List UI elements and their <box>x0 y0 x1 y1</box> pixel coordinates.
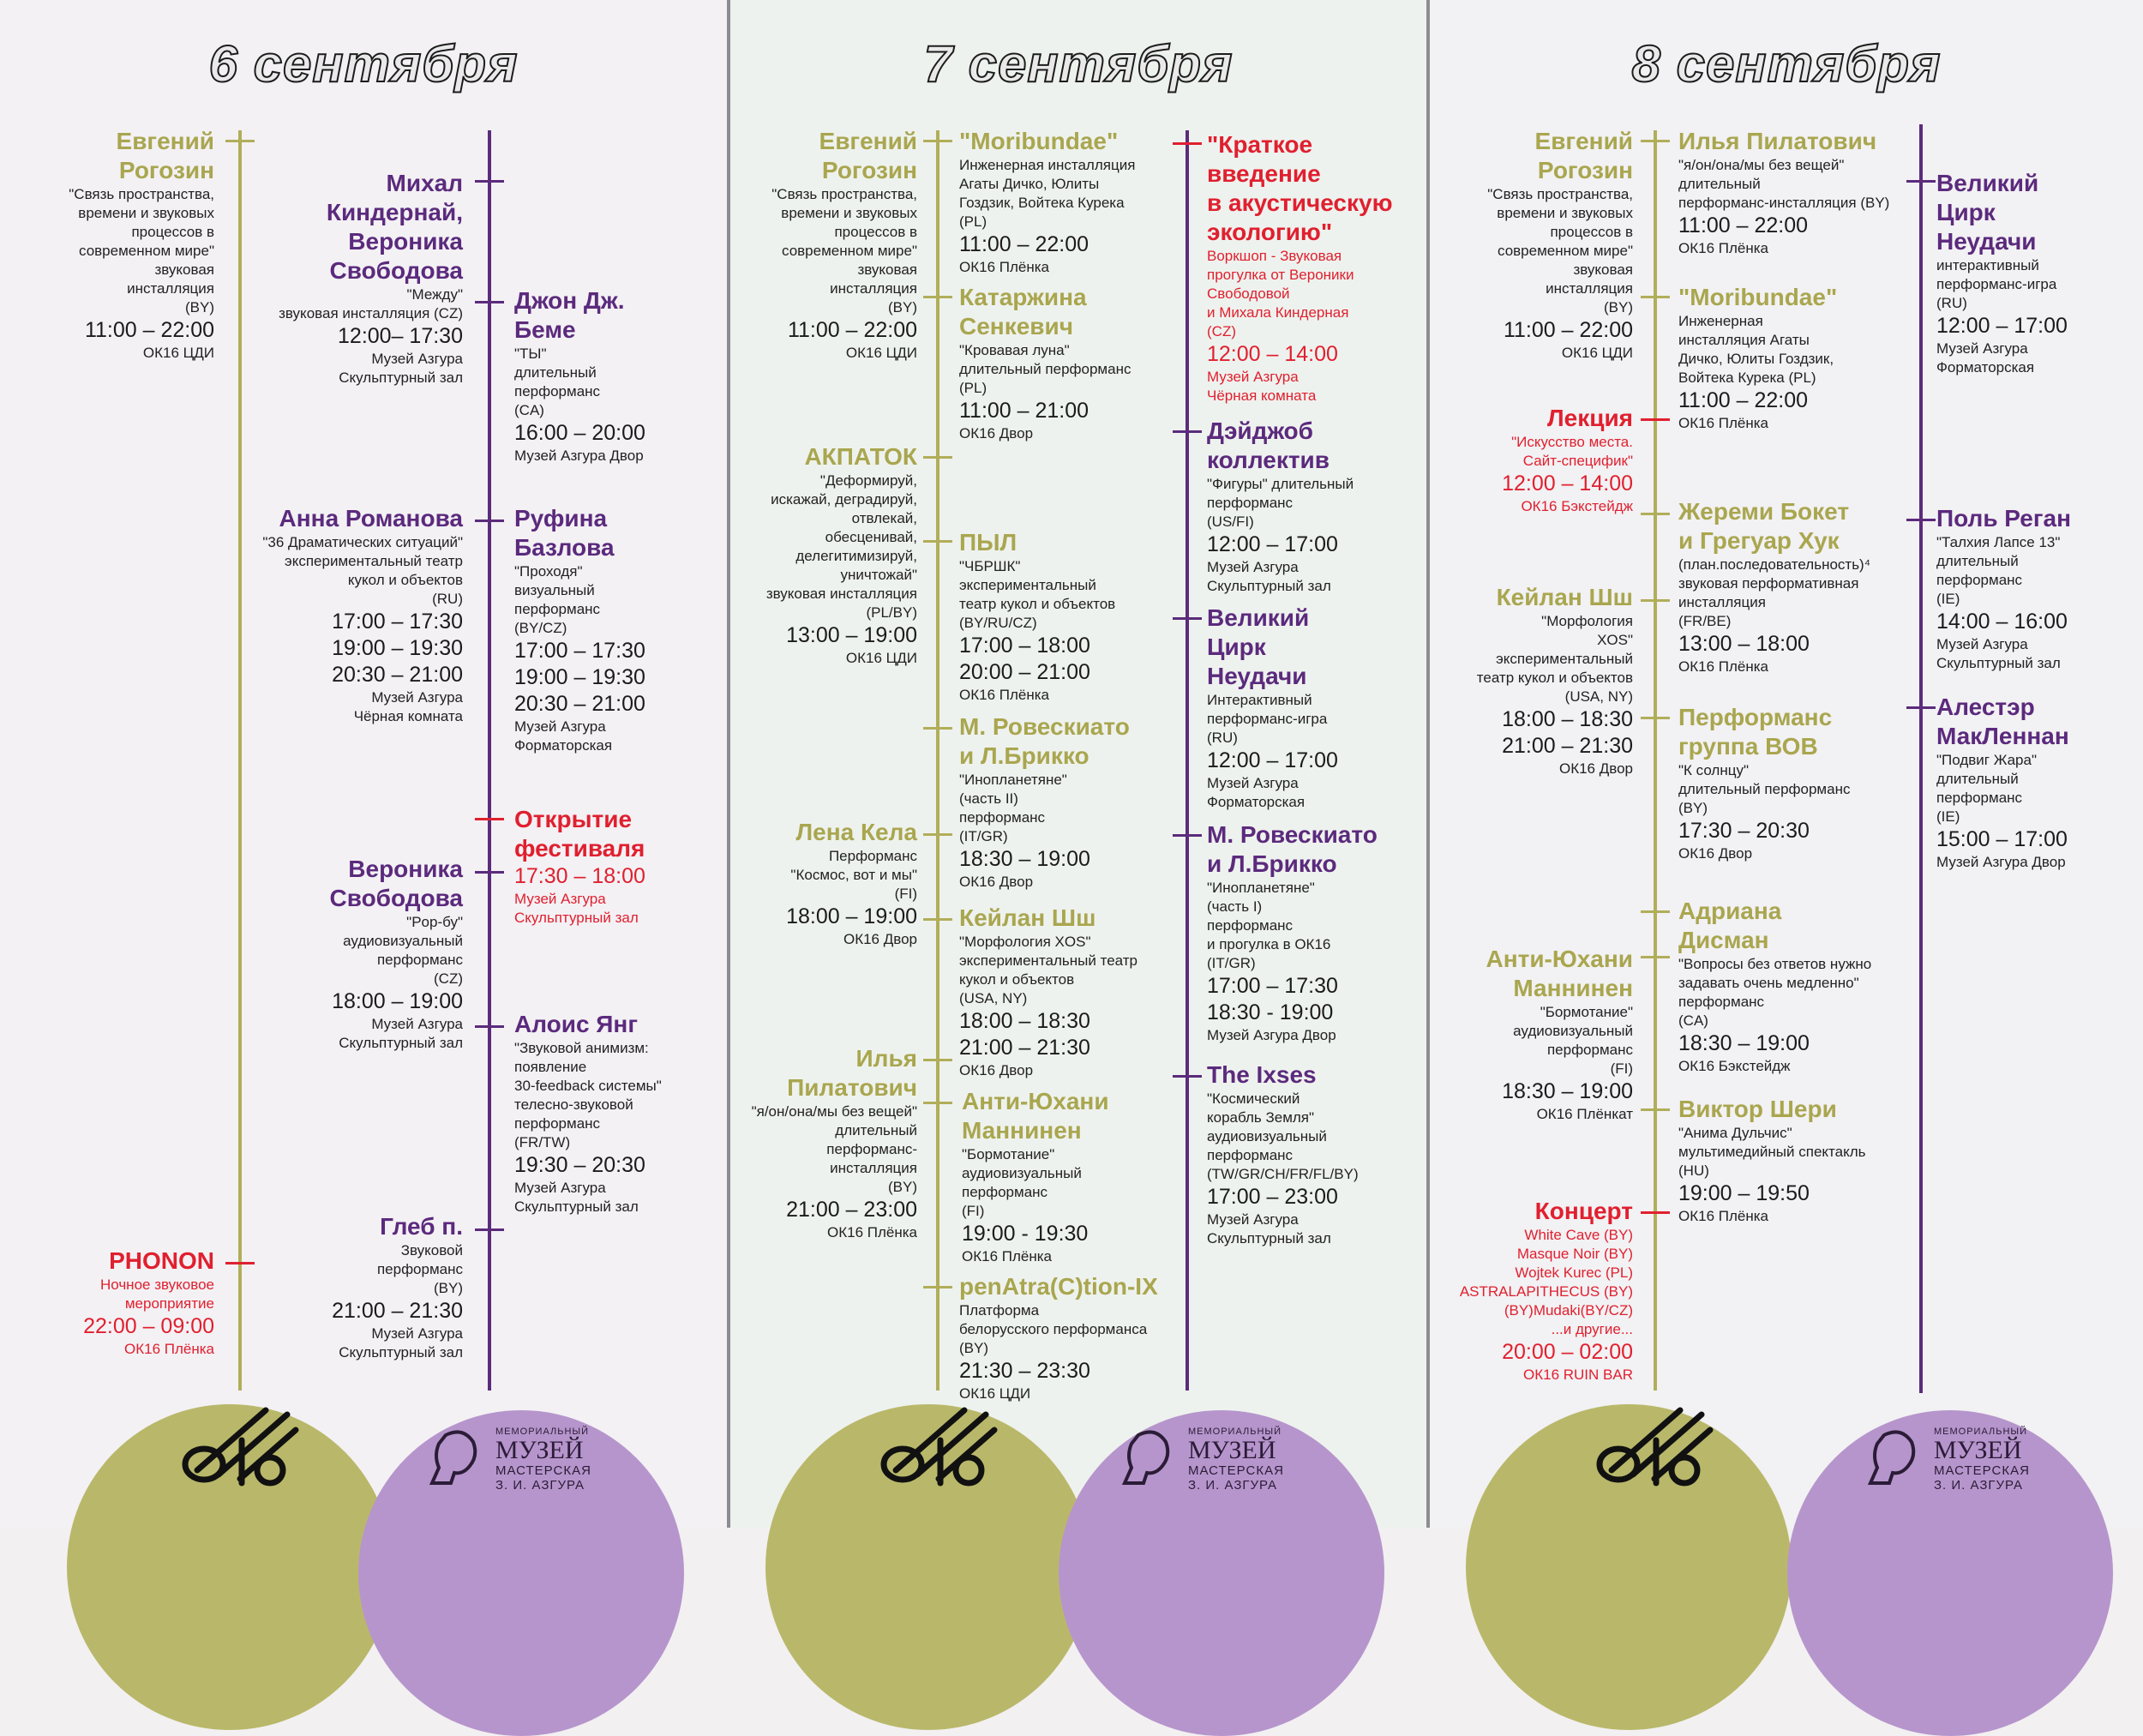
event-description: "Вопросы без ответов нужно задавать очень медленно" перформанс (CA) <box>1678 956 1872 1029</box>
event-title: Поль Реган <box>1936 505 2072 532</box>
ok16-logo-icon <box>870 1389 999 1492</box>
event-venue: Музей Азгура Чёрная комната <box>1207 369 1317 404</box>
event-venue: ОК16 Плёнкат <box>1536 1106 1633 1122</box>
event-time: 12:00 – 17:00 <box>1207 532 1338 556</box>
event-vov <box>1678 703 1910 863</box>
event-lecture <box>1427 404 1633 516</box>
event-senkevich <box>959 283 1174 443</box>
event-title: Открытие фестиваля <box>514 806 645 862</box>
event-title: Алоис Янг <box>514 1011 639 1037</box>
event-time: 17:00 – 17:30 19:00 – 19:30 20:30 – 21:00 <box>514 639 645 716</box>
museum-label-small: МЕМОРИАЛЬНЫЙ <box>1188 1427 1282 1437</box>
event-keylan <box>1427 583 1633 778</box>
timeline-purple <box>488 130 491 1391</box>
ok16-logo-icon <box>1586 1389 1714 1492</box>
event-roveskiato <box>959 712 1174 892</box>
event-description: White Cave (BY) Masque Noir (BY) Wojtek Kurec (PL) ASTRALAPITHECUS (BY) (BY)Mudaki(BY/CZ) ...и другие... <box>1459 1227 1633 1337</box>
event-time: 17:30 – 20:30 <box>1678 819 1810 843</box>
event-title: ПЫЛ <box>959 529 1017 556</box>
event-time: 12:00– 17:30 <box>338 324 463 348</box>
event-description: "Звуковой анимизм: появление 30-feedback системы" телесно-звуковой перформанс (FR/TW) <box>514 1040 662 1150</box>
timeline-tick <box>1173 1075 1202 1078</box>
event-sheri <box>1678 1095 1910 1226</box>
ok16-logo-icon <box>171 1389 300 1492</box>
event-description: "Инопланетяне" (часть I) перформанс и прогулка в ОК16 (IT/GR) <box>1207 880 1331 971</box>
event-venue: Музей Азгура Двор <box>514 448 644 464</box>
timeline-tick <box>475 871 504 874</box>
timeline-tick <box>1906 180 1936 183</box>
event-description: "ТЫ" длительный перформанс (CA) <box>514 345 601 418</box>
event-time: 17:00 – 18:00 20:00 – 21:00 <box>959 634 1090 684</box>
event-venue: ОК16 Двор <box>843 931 917 947</box>
timeline-tick <box>475 180 504 183</box>
event-title: Евгений Рогозин <box>1534 128 1633 183</box>
event-time: 21:30 – 23:30 <box>959 1359 1090 1383</box>
event-description: "Кровавая луна" длительный перформанс (PL) <box>959 342 1132 396</box>
event-description: "36 Драматических ситуаций" экспериментальный театр кукол и объектов (RU) <box>262 534 463 607</box>
museum-label-small: МЕМОРИАЛЬНЫЙ <box>1934 1427 2028 1437</box>
event-venue: ОК16 Двор <box>1558 760 1633 777</box>
event-description: Инженерная инсталляция Агаты Дичко, Юлиты Гоздзик, Войтека Курека (PL) <box>1678 313 1834 386</box>
timeline-tick <box>923 833 952 836</box>
event-description: (план.последовательность)⁴ звуковая перформативная инсталляция (FR/BE) <box>1678 556 1871 629</box>
event-description: "Связь пространства, времени и звуковых процессов в современном мире" звуковая инсталляция (BY) <box>69 186 214 315</box>
event-venue: ОК16 ЦДИ <box>959 1385 1031 1402</box>
event-venue: ОК16 Двор <box>1678 845 1753 862</box>
event-time: 11:00 – 22:00 <box>84 318 214 342</box>
event-keylan <box>959 904 1174 1080</box>
event-title: Руфина Базлова <box>514 505 615 561</box>
museum-label-sub: МАСТЕРСКАЯ <box>495 1463 591 1478</box>
event-yang <box>514 1010 720 1216</box>
timeline-tick <box>475 301 504 303</box>
event-title: "Moribundae" <box>1678 284 1838 310</box>
day-title: 6 сентября <box>208 35 519 93</box>
event-title: Великий Цирк Неудачи <box>1936 170 2039 255</box>
event-title: Виктор Шери <box>1678 1096 1837 1122</box>
event-description: "я/он/она/мы без вещей" длительный перформанс-инсталляция (BY) <box>1678 157 1890 211</box>
event-maclennan <box>1936 693 2134 872</box>
event-venue: ОК16 Двор <box>959 874 1034 890</box>
event-time: 17:00 – 23:00 <box>1207 1185 1338 1209</box>
event-description: Ночное звуковое мероприятие <box>99 1276 214 1312</box>
event-opening <box>514 805 720 928</box>
timeline-tick <box>1641 418 1670 421</box>
timeline-purple <box>1186 130 1189 1391</box>
event-description: интерактивный перформанс-игра (RU) <box>1936 257 2057 311</box>
timeline-tick <box>1173 430 1202 433</box>
timeline-tick <box>1641 599 1670 602</box>
timeline-tick <box>1906 706 1936 709</box>
event-venue: Музей Азгура Форматорская <box>1207 775 1306 810</box>
event-venue: ОК16 Плёнка <box>1678 1208 1769 1224</box>
event-time: 17:30 – 18:00 <box>514 864 645 888</box>
event-description: "ЧБРШК" экспериментальный театр кукол и объектов (BY/RU/CZ) <box>959 558 1116 631</box>
museum-label-big: МУЗЕЙ <box>495 1436 584 1464</box>
timeline-tick <box>923 1102 952 1104</box>
event-title: Джон Дж. Беме <box>514 287 625 343</box>
event-description: Платформа белорусского перформанса (BY) <box>959 1302 1148 1356</box>
event-phonon <box>17 1246 214 1359</box>
event-moribundae <box>959 127 1174 277</box>
timeline-tick <box>1641 296 1670 298</box>
event-venue: Музей Азгура Скульптурный зал <box>1207 559 1331 594</box>
event-venue: ОК16 ЦДИ <box>142 345 214 361</box>
event-description: Звуковой перформанс (BY) <box>376 1242 463 1296</box>
timeline-olive <box>936 130 939 1391</box>
event-description: "Бормотание" аудиовизуальный перформанс (FI) <box>1513 1004 1633 1077</box>
timeline-tick <box>923 140 952 142</box>
timeline-tick <box>475 1025 504 1028</box>
timeline-tick <box>1173 834 1202 837</box>
event-ixses <box>1207 1060 1421 1248</box>
event-venue: ОК16 ЦДИ <box>845 650 917 666</box>
event-time: 19:00 – 19:50 <box>1678 1181 1810 1205</box>
event-description: "Связь пространства, времени и звуковых процессов в современном мире" звуковая инсталляция (BY) <box>1487 186 1633 315</box>
event-description: "Искусство места. Сайт-специфик" <box>1511 434 1633 469</box>
event-title: Евгений Рогозин <box>116 128 214 183</box>
sculptor-portrait-icon <box>429 1427 489 1487</box>
event-venue: Музей Азгура Форматорская <box>514 718 613 754</box>
timeline-tick <box>1641 1108 1670 1111</box>
timeline-tick <box>923 296 952 298</box>
event-title: Перформанс группа ВОВ <box>1678 704 1833 760</box>
event-description: Инженерная инсталляция Агаты Дичко, Юлиты Гоздзик, Войтека Курека (PL) <box>959 157 1136 230</box>
day-title: 7 сентября <box>923 35 1234 93</box>
timeline-tick <box>1641 956 1670 958</box>
event-description: "Талхия Лапсе 13" длительный перформанс (IE) <box>1936 534 2061 607</box>
event-description: "Инопланетяне" (часть II) перформанс (IT/GR) <box>959 772 1067 844</box>
event-time: 12:00 – 17:00 <box>1207 748 1338 772</box>
event-description: Интерактивный перформанс-игра (RU) <box>1207 692 1328 746</box>
day-title: 8 сентября <box>1631 35 1942 93</box>
museum-label-name: З. И. АЗГУРА <box>1934 1478 2024 1493</box>
event-pyl <box>959 528 1174 705</box>
event-concert <box>1410 1197 1633 1385</box>
event-acoustic-ecology <box>1207 130 1421 405</box>
timeline-tick <box>1641 717 1670 719</box>
event-title: penAtra(C)tion-IX <box>959 1273 1158 1300</box>
event-time: 18:00 – 18:30 21:00 – 21:30 <box>1502 707 1633 758</box>
event-time: 12:00 – 14:00 <box>1502 472 1633 496</box>
event-title: Глеб п. <box>380 1213 463 1240</box>
event-time: 11:00 – 22:00 <box>959 232 1090 256</box>
timeline-tick <box>1641 513 1670 515</box>
event-venue: ОК16 Бэкстейдж <box>1521 498 1633 514</box>
museum-label-big: МУЗЕЙ <box>1188 1436 1276 1464</box>
timeline-tick <box>225 140 255 142</box>
event-kela <box>711 818 917 949</box>
event-time: 11:00 – 22:00 <box>1678 388 1809 412</box>
event-time: 11:00 – 22:00 <box>1678 213 1809 237</box>
event-venue: Музей Азгура Скульптурный зал <box>514 1180 639 1215</box>
event-time: 21:00 – 21:30 <box>332 1299 463 1323</box>
event-time: 18:00 – 18:30 21:00 – 21:30 <box>959 1009 1090 1060</box>
event-daydzhob <box>1207 417 1421 596</box>
timeline-tick <box>1641 910 1670 913</box>
timeline-tick <box>923 1286 952 1288</box>
event-title: М. Ровескиато и Л.Брикко <box>1207 821 1378 877</box>
event-disman <box>1678 897 1910 1076</box>
event-manninen <box>962 1087 1176 1266</box>
timeline-tick <box>475 818 504 820</box>
museum-label-sub: МАСТЕРСКАЯ <box>1934 1463 2030 1478</box>
event-gleb <box>189 1212 463 1362</box>
event-time: 11:00 – 22:00 <box>787 318 917 342</box>
event-description: "Космический корабль Земля" аудиовизуальный перформанс (TW/GR/CH/FR/FL/BY) <box>1207 1090 1359 1182</box>
event-venue: Музей Азгура Скульптурный зал <box>1207 1211 1331 1246</box>
event-description: "К солнцу" длительный перформанс (BY) <box>1678 762 1851 816</box>
event-title: Вероника Свободова <box>329 856 463 911</box>
timeline-tick <box>1173 142 1202 145</box>
event-time: 18:00 – 19:00 <box>332 989 463 1013</box>
event-time: 22:00 – 09:00 <box>83 1314 214 1338</box>
event-time: 11:00 – 22:00 <box>1503 318 1633 342</box>
event-regan <box>1936 504 2134 673</box>
museum-label-big: МУЗЕЙ <box>1934 1436 2022 1464</box>
event-time: 20:00 – 02:00 <box>1502 1340 1633 1364</box>
event-venue: ОК16 RUIN BAR <box>1523 1367 1633 1383</box>
event-time: 12:00 – 14:00 <box>1207 342 1338 366</box>
event-title: Лена Кела <box>795 819 917 845</box>
timeline-tick <box>1906 519 1936 521</box>
event-time: 12:00 – 17:00 <box>1936 314 2068 338</box>
event-title: Кейлан Шш <box>1496 584 1633 610</box>
event-venue: ОК16 Плёнка <box>1678 415 1769 431</box>
event-title: Катаржина Сенкевич <box>959 284 1087 339</box>
event-description: "Бормотание" аудиовизуальный перформанс (FI) <box>962 1146 1082 1219</box>
event-venue: ОК16 Плёнка <box>123 1341 214 1357</box>
event-time: 19:30 – 20:30 <box>514 1153 645 1177</box>
museum-label-name: З. И. АЗГУРА <box>1188 1478 1278 1493</box>
event-moribundae <box>1678 283 1910 433</box>
event-description: "Между" звуковая инсталляция (CZ) <box>279 286 463 321</box>
event-time: 14:00 – 16:00 <box>1936 610 2068 634</box>
sculptor-portrait-icon <box>1867 1427 1927 1487</box>
event-title: Жереми Бокет и Грегуар Хук <box>1678 498 1850 554</box>
event-venue: ОК16 Двор <box>959 425 1034 442</box>
event-time: 15:00 – 17:00 <box>1936 827 2068 851</box>
timeline-tick <box>923 456 952 459</box>
event-description: "Связь пространства, времени и звуковых процессов в современном мире" звуковая инсталляция (BY) <box>771 186 917 315</box>
event-title: Алестэр МакЛеннан <box>1936 694 2069 749</box>
event-circus <box>1207 604 1421 812</box>
sculptor-portrait-icon <box>1121 1427 1181 1487</box>
event-title: Концерт <box>1534 1198 1633 1224</box>
event-roveskiato <box>1207 820 1421 1045</box>
event-rogozin <box>711 127 917 363</box>
event-title: Евгений Рогозин <box>819 128 917 183</box>
event-venue: Музей Азгура Скульптурный зал <box>339 351 463 386</box>
event-venue: ОК16 Плёнка <box>959 259 1050 275</box>
event-time: 13:00 – 19:00 <box>786 623 917 647</box>
event-venue: ОК16 Плёнка <box>962 1248 1053 1264</box>
event-title: Кейлан Шш <box>959 904 1096 931</box>
event-venue: Музей Азгура Двор <box>1936 854 2066 870</box>
event-venue: Музей Азгура Скульптурный зал <box>514 891 639 926</box>
event-description: "Фигуры" длительный перформанс (US/FI) <box>1207 476 1354 530</box>
event-time: 19:00 - 19:30 <box>962 1222 1089 1246</box>
event-description: "Морфология XOS" экспериментальный театр кукол и объектов (USA, NY) <box>959 934 1138 1006</box>
event-venue: ОК16 ЦДИ <box>1561 345 1633 361</box>
event-kindernay <box>189 169 463 387</box>
event-description: Воркшоп - Звуковая прогулка от Вероники Свободовой и Михала Киндерная (CZ) <box>1207 248 1354 339</box>
event-manninen <box>1427 945 1633 1124</box>
event-romanova <box>189 504 463 726</box>
event-venue: ОК16 Двор <box>959 1062 1034 1078</box>
event-time: 18:30 – 19:00 <box>959 847 1090 871</box>
timeline-tick <box>475 1228 504 1231</box>
event-rogozin <box>17 127 214 363</box>
event-venue: Музей Азгура Чёрная комната <box>353 689 463 724</box>
event-time: 16:00 – 20:00 <box>514 421 645 445</box>
timeline-tick <box>923 727 952 730</box>
event-title: Адриана Дисман <box>1678 898 1782 953</box>
event-pilatovich <box>1678 127 1910 258</box>
event-beme <box>514 286 720 466</box>
event-bazlova <box>514 504 720 755</box>
event-time: 17:00 – 17:30 18:30 - 19:00 <box>1207 974 1338 1024</box>
event-description: "Анима Дульчис" мультимедийный спектакль (HU) <box>1678 1125 1866 1179</box>
event-time: 13:00 – 18:00 <box>1678 632 1810 656</box>
event-akpatok <box>711 442 917 668</box>
event-description: "я/он/она/мы без вещей" длительный перформанс- инсталляция (BY) <box>751 1103 917 1195</box>
timeline-olive <box>1654 130 1657 1391</box>
event-title: Анти-Юхани Маннинен <box>962 1088 1109 1144</box>
event-venue: ОК16 ЦДИ <box>845 345 917 361</box>
event-title: The Ixses <box>1207 1061 1317 1088</box>
event-description: "Pop-бу" аудиовизуальный перформанс (CZ) <box>343 914 463 987</box>
event-title: Илья Пилатович <box>787 1045 917 1101</box>
event-title: "Краткое введение в акустическую экологию" <box>1207 131 1393 245</box>
event-title: "Moribundae" <box>959 128 1119 154</box>
event-title: Дэйджоб коллектив <box>1207 417 1330 473</box>
event-circus <box>1936 169 2134 377</box>
museum-label-sub: МАСТЕРСКАЯ <box>1188 1463 1284 1478</box>
event-time: 21:00 – 23:00 <box>786 1198 917 1222</box>
timeline-tick <box>923 540 952 543</box>
museum-label-name: З. И. АЗГУРА <box>495 1478 585 1493</box>
event-boket <box>1678 497 1910 676</box>
timeline-tick <box>1641 1211 1670 1214</box>
timeline-tick <box>923 918 952 921</box>
timeline-tick <box>1173 617 1202 620</box>
event-title: Лекция <box>1547 405 1633 431</box>
event-description: Перформанс "Космос, вот и мы" (FI) <box>790 848 917 902</box>
event-venue: Музей Азгура Форматорская <box>1936 340 2035 375</box>
event-time: 18:30 – 19:00 <box>1678 1031 1810 1055</box>
event-venue: ОК16 Плёнка <box>826 1224 917 1240</box>
event-venue: ОК16 Плёнка <box>1678 658 1769 675</box>
event-venue: ОК16 Плёнка <box>1678 240 1769 256</box>
event-title: Михал Киндернай, Вероника Свободова <box>326 170 463 284</box>
event-venue: ОК16 Бэкстейдж <box>1678 1058 1791 1074</box>
event-time: 18:30 – 19:00 <box>1502 1079 1633 1103</box>
event-title: Илья Пилатович <box>1678 128 1877 154</box>
event-description: "Проходя" визуальный перформанс (BY/CZ) <box>514 563 601 636</box>
event-venue: Музей Азгура Скульптурный зал <box>339 1016 463 1051</box>
timeline-tick <box>923 1059 952 1061</box>
event-description: "Подвиг Жара" длительный перформанс (IE) <box>1936 752 2037 825</box>
event-description: "Деформируй, искажай, деградируй, отвлекай, обесценивай, делегитимизируй, уничтожай" звуковая инсталляция (PL/BY) <box>765 472 917 621</box>
event-time: 18:00 – 19:00 <box>786 904 917 928</box>
timeline-purple <box>1919 124 1923 1393</box>
event-title: PHONON <box>109 1247 214 1274</box>
timeline-tick <box>1641 140 1670 142</box>
event-venue: ОК16 Плёнка <box>959 687 1050 703</box>
museum-label-small: МЕМОРИАЛЬНЫЙ <box>495 1427 590 1437</box>
event-pilatovich <box>711 1044 917 1242</box>
event-venue: Музей Азгура Скульптурный зал <box>1936 636 2061 671</box>
event-venue: Музей Азгура Двор <box>1207 1027 1336 1043</box>
event-title: Анна Романова <box>279 505 463 532</box>
event-title: Великий Цирк Неудачи <box>1207 604 1310 689</box>
event-venue: Музей Азгура Скульптурный зал <box>339 1325 463 1361</box>
event-svobodova <box>189 855 463 1053</box>
event-title: М. Ровескиато и Л.Брикко <box>959 713 1130 769</box>
event-title: АКПАТОК <box>804 443 917 470</box>
event-penatraction <box>959 1272 1174 1403</box>
event-rogozin <box>1427 127 1633 363</box>
event-description: "Морфология XOS" экспериментальный театр кукол и объектов (USA, NY) <box>1476 613 1633 705</box>
event-time: 11:00 – 21:00 <box>959 399 1090 423</box>
event-time: 17:00 – 17:30 19:00 – 19:30 20:30 – 21:00 <box>332 610 463 687</box>
event-title: Анти-Юхани Маннинен <box>1486 946 1633 1001</box>
timeline-tick <box>475 520 504 522</box>
